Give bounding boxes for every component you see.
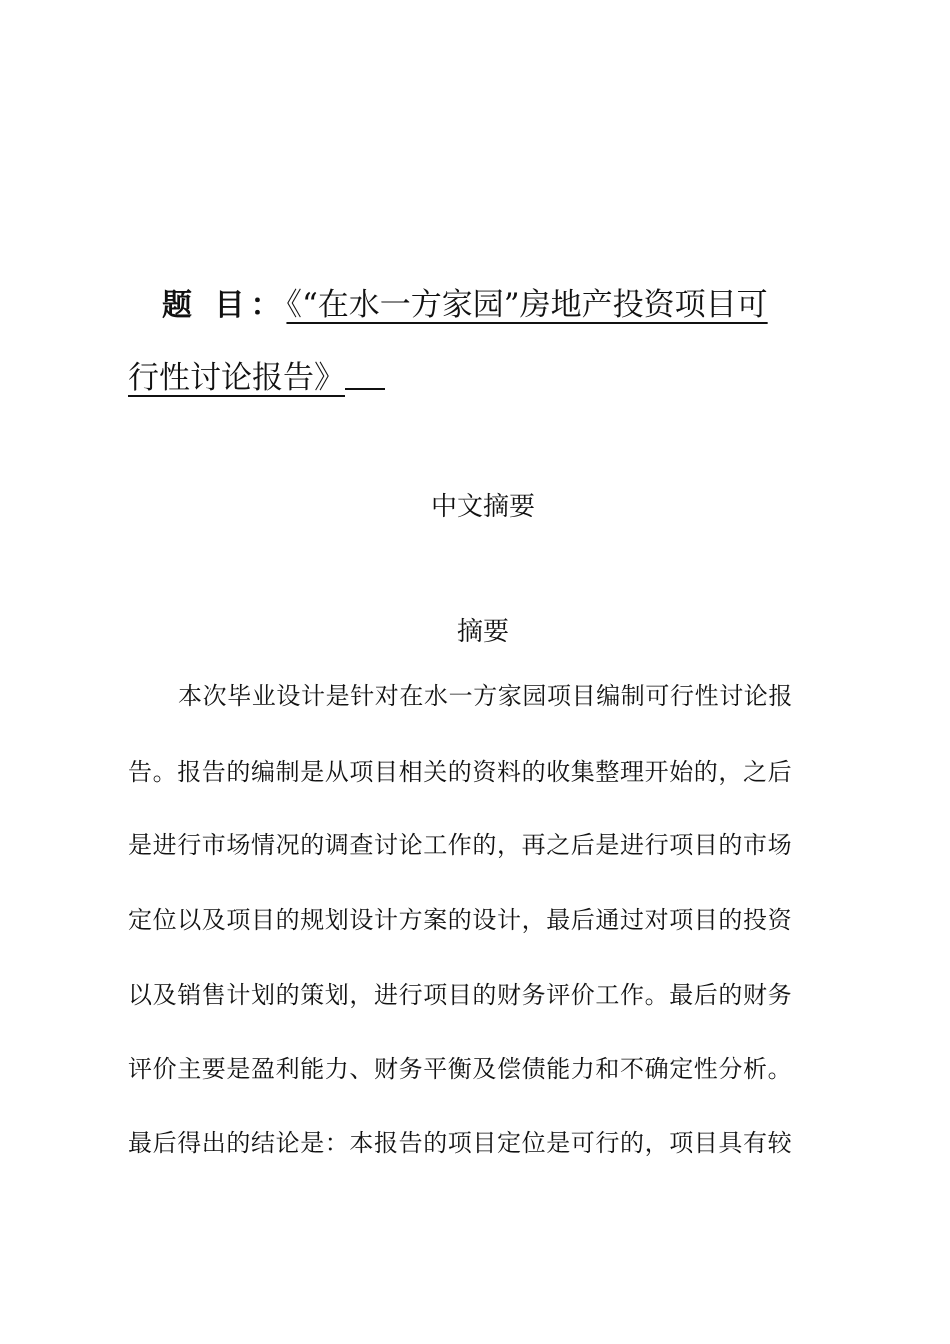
heading-abstract: 摘要 (456, 617, 509, 647)
abstract-line: 最后得出的结论是：本报告的项目定位是可行的，项目具有较 (128, 1129, 793, 1157)
abstract-line: 评价主要是盈利能力、财务平衡及偿债能力和不确定性分析。 (128, 1055, 793, 1083)
title-label: 题 目： (162, 288, 287, 323)
abstract-line: 定位以及项目的规划设计方案的设计，最后通过对项目的投资 (128, 906, 793, 934)
title-text-line-2: 行性讨论报告》 (128, 360, 345, 396)
heading-chinese-abstract: 中文摘要 (430, 492, 535, 522)
title-line-1 (162, 285, 768, 326)
title-underline-pad (345, 358, 385, 390)
abstract-line: 是进行市场情况的调查讨论工作的，再之后是进行项目的市场 (128, 831, 793, 859)
title-text-line-1: 《“在水一方家园”房地产投资项目可 (286, 287, 768, 323)
abstract-line: 本次毕业设计是针对在水一方家园项目编制可行性讨论报 (178, 682, 793, 710)
abstract-line: 告。报告的编制是从项目相关的资料的收集整理开始的，之后 (128, 758, 793, 786)
abstract-line: 以及销售计划的策划，进行项目的财务评价工作。最后的财务 (128, 981, 793, 1009)
title-line-2 (128, 358, 385, 398)
